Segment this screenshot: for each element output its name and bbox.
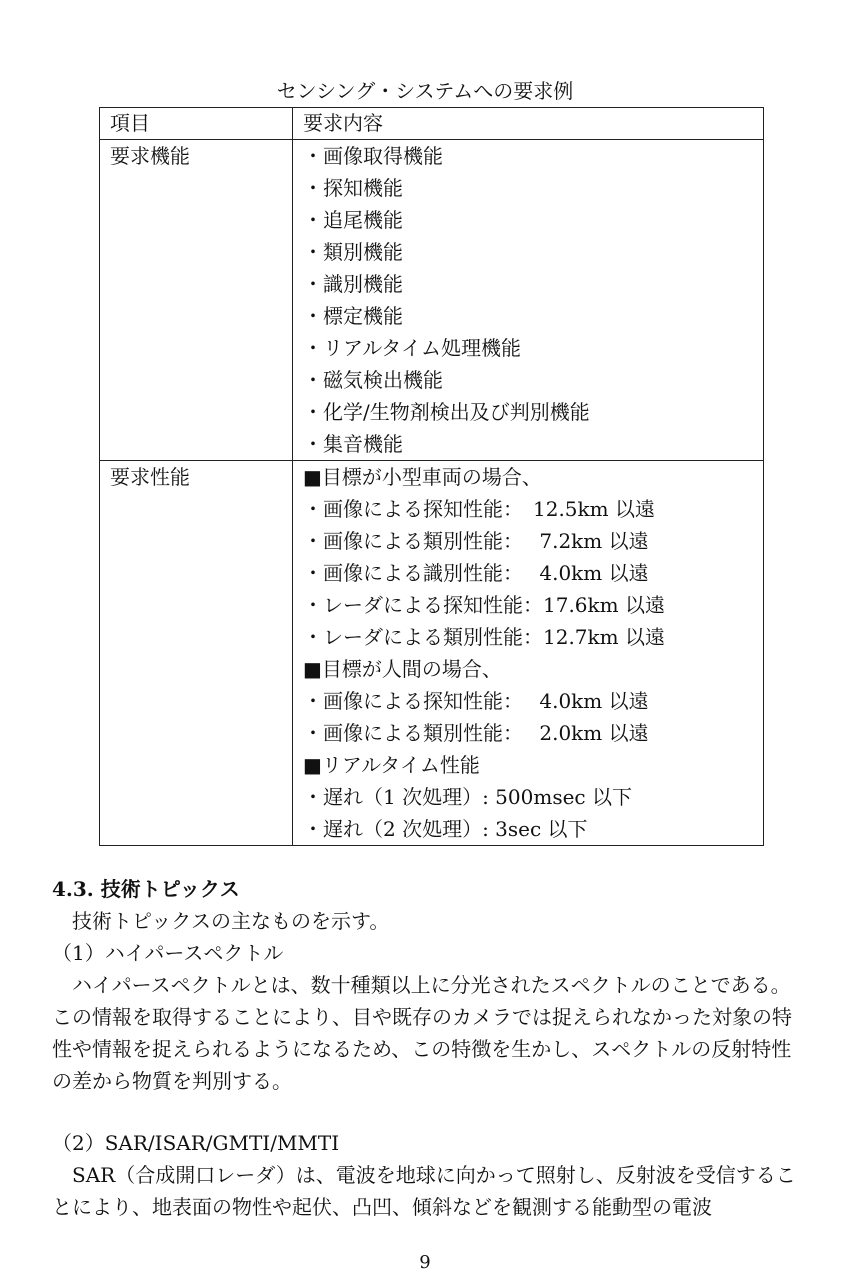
requirements-table bbox=[99, 107, 764, 846]
list-item: ・識別機能 bbox=[303, 272, 403, 296]
hyperspectral-paragraph: ハイパースペクトルとは、数十種類以上に分光されたスペクトルのことである。この情報を取得することにより、目や既存のカメラでは捉えられなかった対象の特性や情報を捉えられるようになるため、この特徴を生かし、スペクトルの反射特性の差から物質を判別する。 bbox=[52, 973, 792, 1093]
list-item: ・画像取得機能 bbox=[303, 144, 443, 168]
list-item: ・集音機能 bbox=[303, 432, 403, 456]
section-intro: 技術トピックスの主なものを示す。 bbox=[72, 909, 390, 933]
performance-items-cell bbox=[293, 461, 764, 846]
sar-paragraph: SAR（合成開口レーダ）は、電波を地球に向かって照射し、反射波を受信することにより、地表面の物性や起伏、凸凹、傾斜などを観測する能動型の電波 bbox=[52, 1163, 796, 1219]
subsection-title-sar: （2）SAR/ISAR/GMTI/MMTI bbox=[52, 1131, 340, 1155]
list-item: ・遅れ（1 次処理）: 500msec 以下 bbox=[303, 785, 632, 809]
function-row bbox=[100, 140, 764, 461]
list-item: ・標定機能 bbox=[303, 304, 403, 328]
list-item: ・探知機能 bbox=[303, 176, 403, 200]
list-item: ・磁気検出機能 bbox=[303, 368, 443, 392]
list-item: ■目標が人間の場合、 bbox=[303, 657, 502, 681]
list-item: ・画像による類別性能： 2.0km 以遠 bbox=[303, 721, 649, 745]
list-item: ・化学/生物剤検出及び判別機能 bbox=[303, 400, 590, 424]
list-item: ・レーダによる類別性能：12.7km 以遠 bbox=[303, 625, 665, 649]
list-item: ・類別機能 bbox=[303, 240, 403, 264]
table-caption: センシング・システムへの要求例 bbox=[276, 79, 574, 103]
list-item: ・画像による識別性能： 4.0km 以遠 bbox=[303, 561, 649, 585]
table-header-row bbox=[100, 108, 764, 140]
function-label-cell: 要求機能 bbox=[100, 140, 293, 461]
performance-label-cell: 要求性能 bbox=[100, 461, 293, 846]
performance-row bbox=[100, 461, 764, 846]
list-item: ■目標が小型車両の場合、 bbox=[303, 465, 542, 489]
section-heading: 4.3. 技術トピックス bbox=[52, 877, 240, 901]
function-items-cell bbox=[293, 140, 764, 461]
list-item: ・追尾機能 bbox=[303, 208, 403, 232]
list-item: ■リアルタイム性能 bbox=[303, 753, 480, 777]
list-item: ・リアルタイム処理機能 bbox=[303, 336, 521, 360]
list-item: ・遅れ（2 次処理）: 3sec 以下 bbox=[303, 817, 588, 841]
list-item: ・画像による探知性能： 12.5km 以遠 bbox=[303, 497, 655, 521]
list-item: ・画像による類別性能： 7.2km 以遠 bbox=[303, 529, 649, 553]
header-item-cell: 項目 bbox=[100, 108, 293, 140]
header-content-cell: 要求内容 bbox=[293, 108, 764, 140]
list-item: ・画像による探知性能： 4.0km 以遠 bbox=[303, 689, 649, 713]
list-item: ・レーダによる探知性能：17.6km 以遠 bbox=[303, 593, 665, 617]
page-number: 9 bbox=[419, 1252, 431, 1273]
subsection-title-hyperspectral: （1）ハイパースペクトル bbox=[52, 941, 284, 965]
